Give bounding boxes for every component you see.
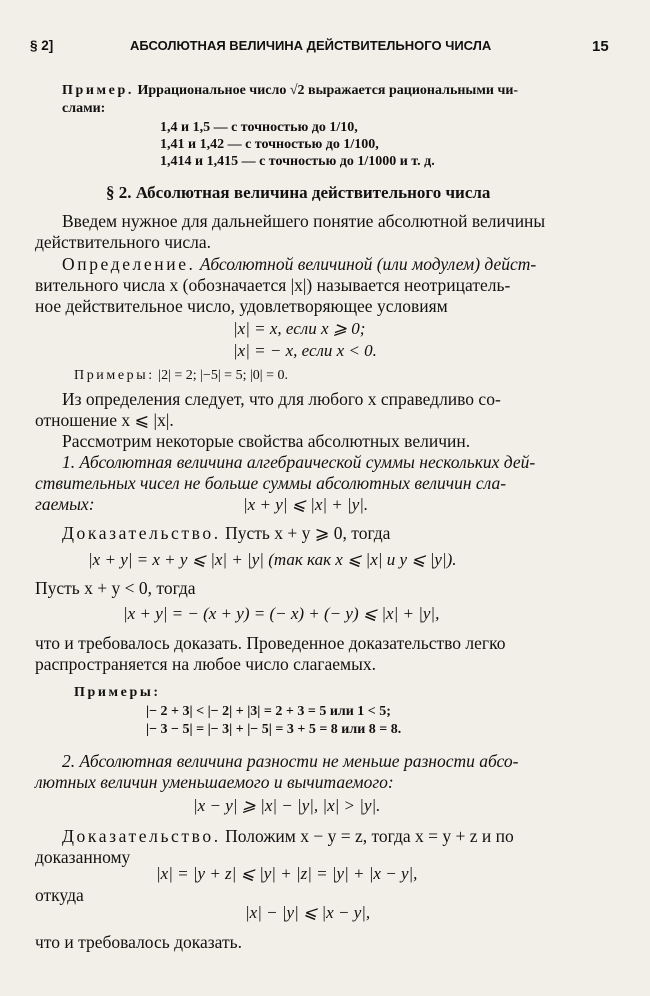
proof2-end: что и требовалось доказать. <box>35 932 243 952</box>
examples2-label: Примеры: <box>74 685 161 700</box>
example-intro-line2: слами: <box>62 101 106 116</box>
header-section-ref: § 2] <box>30 38 54 53</box>
proof1-let: Пусть x + y < 0, тогда <box>35 578 196 598</box>
proof2-formula-2: |x| − |y| ⩽ |x − y|, <box>245 903 371 922</box>
proof1-line-1 <box>62 523 390 544</box>
property2-line-2: лютных величин уменьшаемого и вычитаемого: <box>35 772 394 792</box>
property2-formula: |x − y| ⩾ |x| − |y|, |x| > |y|. <box>193 796 381 815</box>
proof1-formula-1: |x + y| = x + y ⩽ |x| + |y| (так как x ⩽ |x| и y ⩽ |y|). <box>88 550 457 569</box>
proof2-formula-1: |x| = |y + z| ⩽ |y| + |z| = |y| + |x − y|, <box>156 864 418 883</box>
running-head: АБСОЛЮТНАЯ ВЕЛИЧИНА ДЕЙСТВИТЕЛЬНОГО ЧИСЛА <box>130 38 492 53</box>
examples2-line-1: |− 2 + 3| < |− 2| + |3| = 2 + 3 = 5 или 1 < 5; <box>146 704 391 719</box>
property1-line-1: 1. Абсолютная величина алгебраической суммы нескольких дей- <box>62 452 536 472</box>
approx-row-3: 1,414 и 1,415 — с точностью до 1/1000 и т. д. <box>160 154 435 169</box>
proof2-line-1 <box>62 826 514 847</box>
definition-line-3: ное действительное число, удовлетворяющее условиям <box>35 296 448 316</box>
proof2-label: Доказательство. <box>62 826 221 846</box>
section-title: § 2. Абсолютная величина действительного числа <box>106 183 491 202</box>
proof1-formula-2: |x + y| = − (x + y) = (− x) + (− y) ⩽ |x| + |y|, <box>123 604 440 623</box>
proof1-end-1: что и требовалось доказать. Проведенное доказательство легко <box>35 633 506 653</box>
proof1-text: Пусть x + y ⩾ 0, тогда <box>225 523 391 543</box>
examples2-line-2: |− 3 − 5| = |− 3| + |− 5| = 3 + 5 = 8 или 8 = 8. <box>146 722 402 737</box>
proof2-whence: откуда <box>35 885 84 905</box>
definition-line-2: вительного числа x (обозначается |x|) называется неотрицатель- <box>35 275 511 295</box>
examples1-text: |2| = 2; |−5| = 5; |0| = 0. <box>158 368 288 383</box>
property1-formula: |x + y| ⩽ |x| + |y|. <box>243 495 369 514</box>
approx-row-2: 1,41 и 1,42 — с точностью до 1/100, <box>160 137 379 152</box>
property1-line-2: ствительных чисел не больше суммы абсолютных величин сла- <box>35 473 507 493</box>
intro-line-1: Введем нужное для дальнейшего понятие абсолютной величины <box>62 211 546 231</box>
definition-text-1: Абсолютной величиной (или модулем) дейст- <box>199 254 537 274</box>
follows-line-1: Из определения следует, что для любого x справедливо со- <box>62 389 501 409</box>
definition-label: Определение. <box>62 254 196 274</box>
example-intro-label: Пример. <box>62 83 134 98</box>
approx-row-1: 1,4 и 1,5 — с точностью до 1/10, <box>160 120 358 135</box>
consider-line: Рассмотрим некоторые свойства абсолютных величин. <box>62 431 471 451</box>
definition-line-1 <box>62 254 536 275</box>
example-intro-line1 <box>62 83 518 99</box>
example-intro-text: Иррациональное число √2 выражается рациональными чи- <box>137 83 519 98</box>
proof2-text: Положим x − y = z, тогда x = y + z и по <box>225 826 514 846</box>
property2-line-1: 2. Абсолютная величина разности не меньше разности абсо- <box>62 751 519 771</box>
page-number: 15 <box>592 38 609 55</box>
definition-condition-2: |x| = − x, если x < 0. <box>233 341 377 360</box>
examples1-line <box>74 368 288 384</box>
proof1-end-2: распространяется на любое число слагаемых. <box>35 654 377 674</box>
proof2-line-2: доказанному <box>35 847 131 867</box>
follows-line-2: отношение x ⩽ |x|. <box>35 410 174 430</box>
property1-line-3: гаемых: <box>35 494 95 514</box>
definition-condition-1: |x| = x, если x ⩾ 0; <box>233 319 366 338</box>
intro-line-2: действительного числа. <box>35 232 211 252</box>
proof1-label: Доказательство. <box>62 523 221 543</box>
examples1-label: Примеры: <box>74 368 155 383</box>
